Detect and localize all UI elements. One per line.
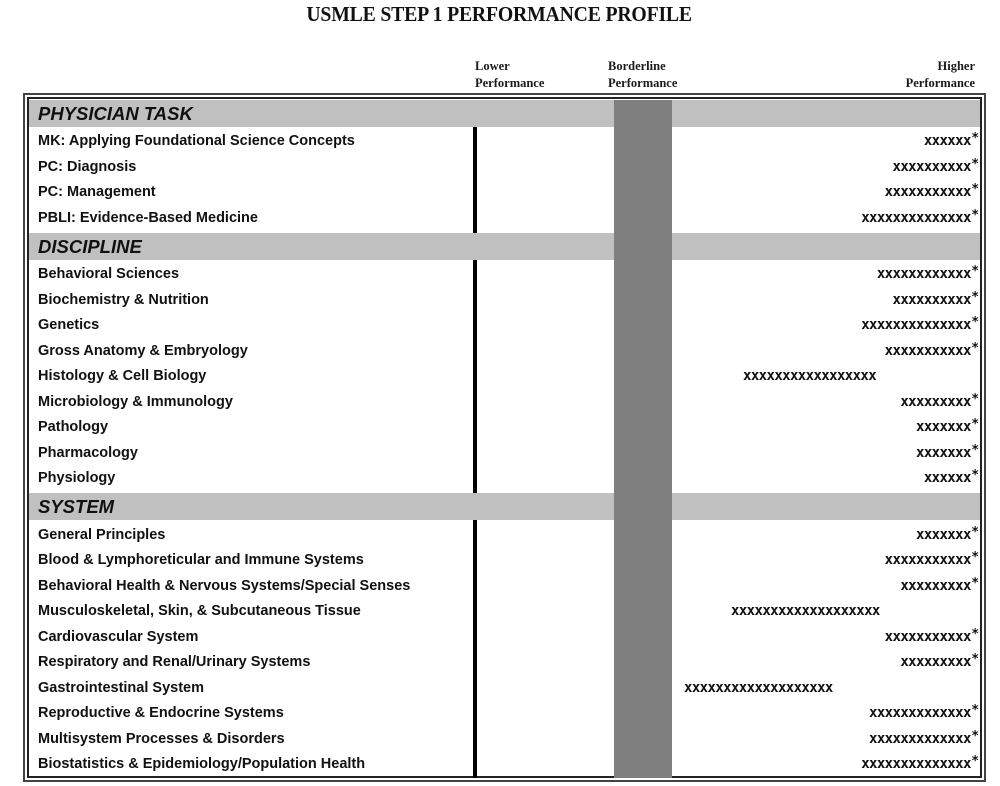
row-marks: xxxxxxxxxxxxxx* xyxy=(861,208,978,226)
column-header-borderline xyxy=(608,58,677,92)
row-label: Pharmacology xyxy=(38,445,138,461)
row-label: PC: Diagnosis xyxy=(38,159,137,175)
row-label: Biochemistry & Nutrition xyxy=(38,292,209,308)
star-icon: * xyxy=(971,290,978,305)
lower-boundary-line xyxy=(473,260,477,493)
row-marks: xxxxxxx* xyxy=(915,525,978,543)
column-header-borderline-line2: Performance xyxy=(608,76,678,90)
row-label: Reproductive & Endocrine Systems xyxy=(38,705,284,721)
star-icon: * xyxy=(971,264,978,279)
star-icon: * xyxy=(971,550,978,565)
column-header-borderline-line1: Borderline xyxy=(608,59,666,73)
row-label: Physiology xyxy=(38,470,116,486)
star-icon: * xyxy=(971,417,978,432)
borderline-band xyxy=(614,100,672,778)
row-label: Behavioral Sciences xyxy=(38,266,180,282)
star-icon: * xyxy=(971,652,978,667)
lower-boundary-line xyxy=(473,520,477,778)
row-label: Blood & Lymphoreticular and Immune Systems xyxy=(38,552,364,568)
star-icon: * xyxy=(971,157,978,172)
column-header-lower xyxy=(475,58,544,92)
row-marks: xxxxxxxxxxx* xyxy=(884,341,978,359)
star-icon: * xyxy=(971,341,978,356)
row-label: PC: Management xyxy=(38,184,156,200)
star-icon: * xyxy=(971,131,978,146)
row-label: Respiratory and Renal/Urinary Systems xyxy=(38,654,311,670)
row-marks: xxxxxxxxxxxxxx* xyxy=(861,315,978,333)
page-title: USMLE STEP 1 PERFORMANCE PROFILE xyxy=(306,2,692,26)
section-bar-discipline xyxy=(29,233,980,260)
row-marks: xxxxxxxxxx* xyxy=(892,157,978,175)
star-icon: * xyxy=(971,525,978,540)
row-marks: xxxxxxxxxxxxxxxxxxx xyxy=(684,680,833,696)
row-marks: xxxxxxxxxxxxxxxxx xyxy=(743,368,877,384)
row-marks: xxxxxxxxxxxxxx* xyxy=(861,754,978,772)
row-marks: xxxxxxxxx* xyxy=(900,576,978,594)
section-title-physician-task: PHYSICIAN TASK xyxy=(38,103,193,124)
row-marks: xxxxxxx* xyxy=(915,417,978,435)
row-marks: xxxxxx* xyxy=(923,131,978,149)
row-marks: xxxxxxxxxxxxx* xyxy=(869,729,978,747)
section-title-discipline: DISCIPLINE xyxy=(38,236,142,257)
row-label: Behavioral Health & Nervous Systems/Special Senses xyxy=(38,578,411,594)
row-label: Musculoskeletal, Skin, & Subcutaneous Tissue xyxy=(38,603,361,619)
row-marks: xxxxxxx* xyxy=(915,443,978,461)
row-marks: xxxxxxxxxx* xyxy=(892,290,978,308)
star-icon: * xyxy=(971,576,978,591)
row-label: Gross Anatomy & Embryology xyxy=(38,343,248,359)
star-icon: * xyxy=(971,443,978,458)
row-marks: xxxxxxxxxxx* xyxy=(884,550,978,568)
star-icon: * xyxy=(971,392,978,407)
section-bar-system xyxy=(29,493,980,520)
row-marks: xxxxxxxxx* xyxy=(900,392,978,410)
column-header-lower-line1: Lower xyxy=(475,59,510,73)
row-label: Biostatistics & Epidemiology/Population Health xyxy=(38,756,366,772)
star-icon: * xyxy=(971,315,978,330)
row-label: Multisystem Processes & Disorders xyxy=(38,731,285,747)
star-icon: * xyxy=(971,182,978,197)
row-label: Genetics xyxy=(38,317,100,333)
row-label: Gastrointestinal System xyxy=(38,680,204,696)
column-header-higher xyxy=(906,58,975,92)
row-label: Microbiology & Immunology xyxy=(38,394,233,410)
lower-boundary-line xyxy=(473,127,477,233)
row-marks: xxxxxxxxxxx* xyxy=(884,182,978,200)
row-marks: xxxxxxxxxxx* xyxy=(884,627,978,645)
row-marks: xxxxxxxxxxxxxxxxxxx xyxy=(731,603,880,619)
star-icon: * xyxy=(971,729,978,744)
column-header-lower-line2: Performance xyxy=(475,76,545,90)
column-header-higher-line1: Higher xyxy=(937,59,975,73)
section-title-system: SYSTEM xyxy=(38,496,115,517)
row-label: MK: Applying Foundational Science Concepts xyxy=(38,133,355,149)
row-marks: xxxxxxxxxxxxx* xyxy=(869,703,978,721)
column-header-higher-line2: Performance xyxy=(905,76,975,90)
star-icon: * xyxy=(971,627,978,642)
row-marks: xxxxxxxxxxxx* xyxy=(876,264,978,282)
star-icon: * xyxy=(971,208,978,223)
row-marks: xxxxxx* xyxy=(923,468,978,486)
star-icon: * xyxy=(971,754,978,769)
row-marks: xxxxxxxxx* xyxy=(900,652,978,670)
row-label: Histology & Cell Biology xyxy=(38,368,207,384)
row-label: General Principles xyxy=(38,527,166,543)
row-label: Pathology xyxy=(38,419,109,435)
row-label: Cardiovascular System xyxy=(38,629,199,645)
row-label: PBLI: Evidence-Based Medicine xyxy=(38,210,258,226)
star-icon: * xyxy=(971,468,978,483)
star-icon: * xyxy=(971,703,978,718)
